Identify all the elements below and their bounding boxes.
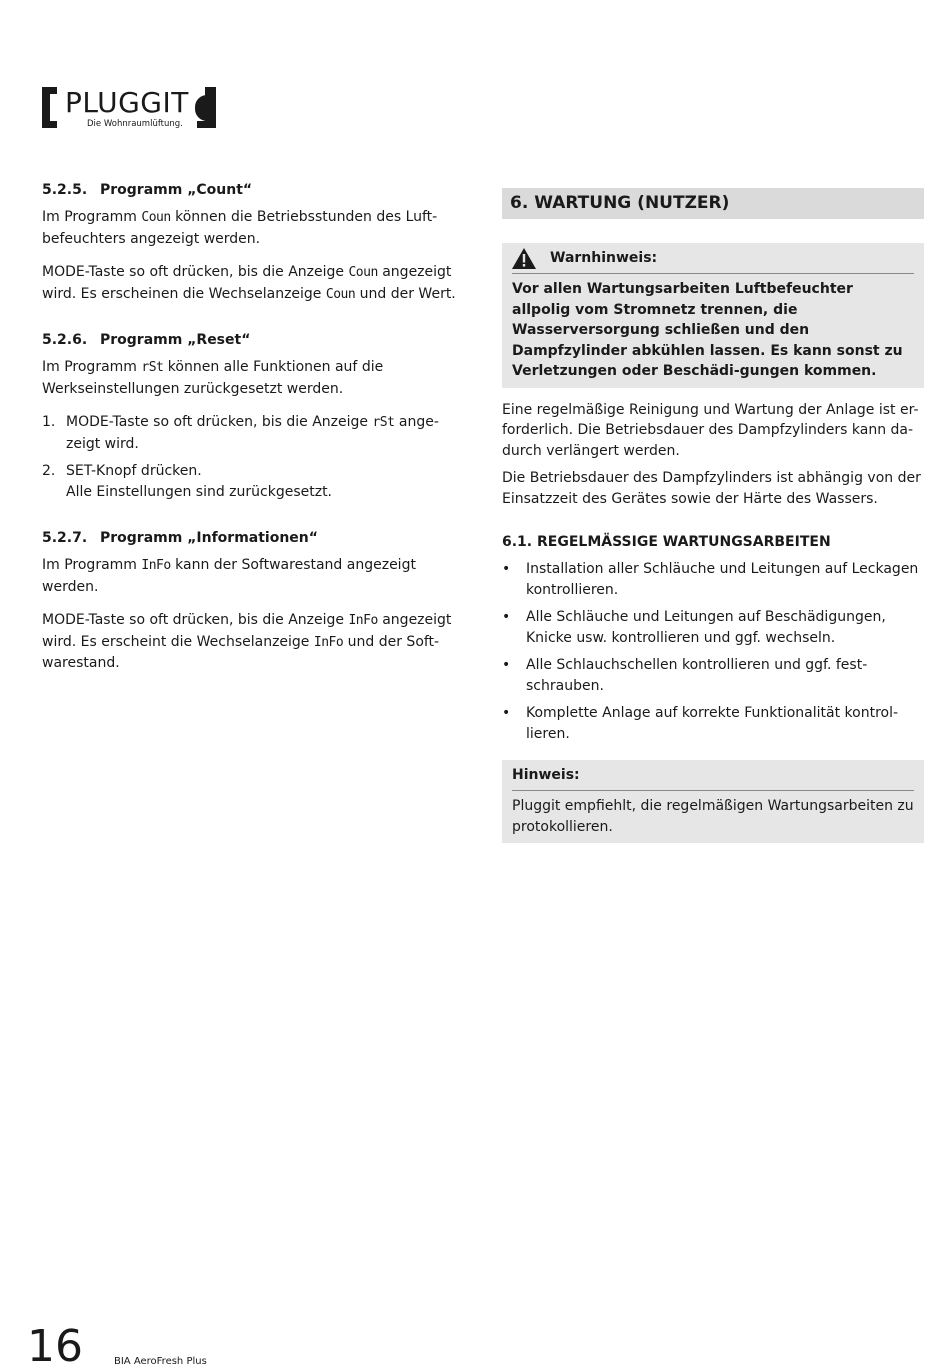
list-item: • Installation aller Schläuche und Leitungen auf Leckagen kontrollieren. — [502, 559, 924, 600]
section-6-1-heading: 6.1. REGELMÄSSIGE WARTUNGSARBEITEN — [502, 534, 831, 550]
lcd-code: InFo — [348, 613, 378, 628]
logo-tagline: Die Wohnraumlüftung. — [87, 119, 183, 129]
maintenance-duration-text: Die Betriebsdauer des Dampfzylinders ist abhängig von der Einsatzzeit des Gerätes sowie der Härte des Wassers. — [502, 470, 921, 507]
lcd-code: InFo — [313, 634, 344, 650]
lcd-code: Coun — [348, 265, 378, 280]
warning-box — [502, 243, 924, 388]
left-column — [42, 180, 464, 674]
maintenance-intro-text: Eine regelmäßige Reinigung und Wartung der Anlage ist er-forderlich. Die Betriebsdauer des Dampfzylinders kann da-durch verlängert werden. — [502, 401, 919, 459]
warning-heading: Warnhinweis: — [512, 247, 914, 274]
list-item: • Komplette Anlage auf korrekte Funktionalität kontrol-lieren. — [502, 703, 924, 744]
section-5-2-7-text-2: MODE-Taste so oft drücken, bis die Anzeige InFo angezeigt wird. Es erscheint die Wechselanzeige InFo und der Soft-warestand. — [42, 612, 452, 671]
list-item: • Alle Schläuche und Leitungen auf Beschädigungen, Knicke usw. kontrollieren und ggf. wechseln. — [502, 607, 924, 648]
section-6-heading: 6. WARTUNG (NUTZER) — [502, 188, 924, 219]
section-5-2-5-text-1: Im Programm Coun können die Betriebsstunden des Luft-befeuchters angezeigt werden. — [42, 209, 438, 247]
list-item: 2. SET-Knopf drücken. Alle Einstellungen sind zurückgesetzt. — [42, 463, 333, 500]
lcd-code: Coun — [141, 210, 171, 225]
lcd-code: rSt — [141, 360, 164, 375]
section-5-2-7-heading: 5.2.7. Programm „Informationen“ — [42, 530, 318, 546]
section-5-2-6-heading: 5.2.6. Programm „Reset“ — [42, 332, 251, 348]
right-column — [502, 188, 924, 843]
note-box — [502, 760, 924, 843]
section-5-2-5-heading: 5.2.5. Programm „Count“ — [42, 182, 253, 198]
note-text: Pluggit empfiehlt, die regelmäßigen Wartungsarbeiten zu protokollieren. — [512, 798, 914, 835]
logo-brand-name: PLUGGIT — [65, 86, 189, 119]
note-heading: Hinweis: — [512, 764, 914, 791]
logo-right-bracket — [205, 87, 216, 128]
page-number: 16 — [27, 1321, 83, 1372]
section-5-2-7-text-1: Im Programm InFo kann der Softwarestand angezeigt werden. — [42, 557, 416, 595]
logo-left-bracket — [42, 87, 50, 128]
document-title: BIA AeroFresh Plus — [114, 1356, 207, 1367]
warning-text: Vor allen Wartungsarbeiten Luftbefeuchter allpolig vom Stromnetz trennen, die Wasserversorgung schließen und den Dampfzylinder abkühlen lassen. Es kann sonst zu Verletzungen oder Beschädi-gungen kommen. — [512, 281, 903, 379]
list-item: • Alle Schlauchschellen kontrollieren und ggf. fest-schrauben. — [502, 655, 924, 696]
reset-steps-list — [42, 412, 464, 502]
lcd-code: Coun — [325, 286, 356, 302]
lcd-code: rSt — [372, 415, 395, 430]
pluggit-logo — [42, 86, 218, 130]
list-item: 1. MODE-Taste so oft drücken, bis die Anzeige rSt ange-zeigt wird. — [42, 414, 439, 452]
lcd-code: InFo — [141, 558, 171, 573]
maintenance-tasks-list — [502, 559, 924, 744]
section-5-2-6-text-1: Im Programm rSt können alle Funktionen auf die Werkseinstellungen zurückgesetzt werden. — [42, 359, 384, 397]
section-5-2-5-text-2: MODE-Taste so oft drücken, bis die Anzeige Coun angezeigt wird. Es erscheinen die Wechselanzeige Coun und der Wert. — [42, 264, 456, 302]
warning-triangle-icon — [512, 248, 536, 269]
